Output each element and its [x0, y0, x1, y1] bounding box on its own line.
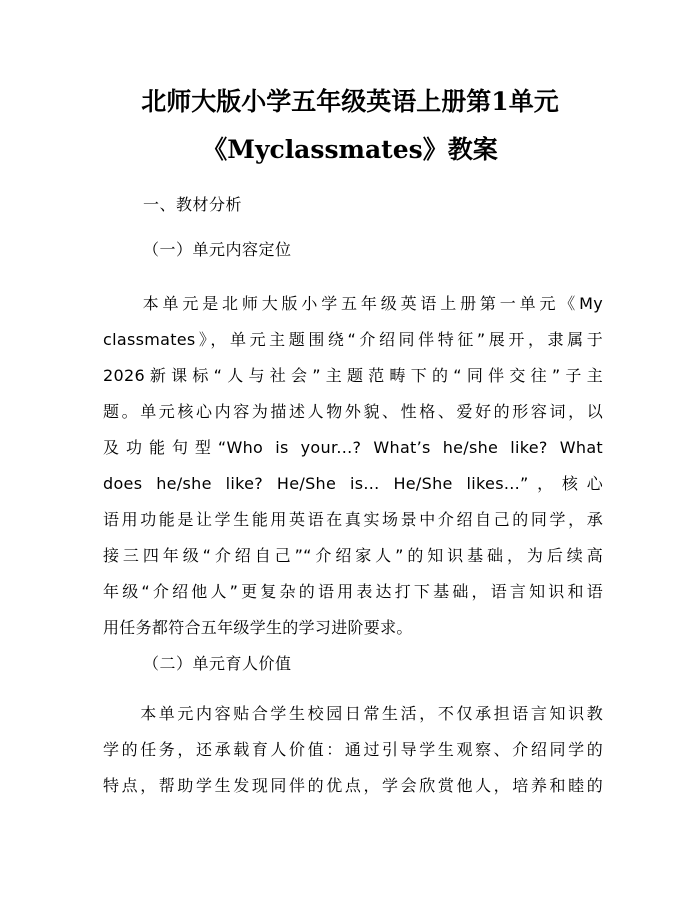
- paragraph-line: 题。单元核心内容为描述人物外貌、性格、爱好的形容词，以: [103, 402, 603, 421]
- section-heading-textbook-analysis: 一、教材分析: [143, 195, 243, 214]
- paragraph-educational-value: [103, 696, 603, 804]
- paragraph-line: 年级“介绍他人”更复杂的语用表达打下基础，语言知识和语: [103, 582, 603, 601]
- subsection-heading-unit-positioning: （一）单元内容定位: [143, 240, 292, 259]
- paragraph-line: 用任务都符合五年级学生的学习进阶要求。: [103, 618, 413, 637]
- paragraph-line: classmates》，单元主题围绕“介绍同伴特征”展开，隶属于: [103, 330, 603, 349]
- paragraph-unit-positioning: [103, 286, 603, 646]
- paragraph-line: 学的任务，还承载育人价值：通过引导学生观察、介绍同学的: [103, 740, 603, 759]
- document-title-line-2: 《Myclassmates》教案: [202, 135, 498, 164]
- paragraph-line: 特点，帮助学生发现同伴的优点，学会欣赏他人，培养和睦的: [103, 776, 603, 795]
- paragraph-line: 2026新课标“人与社会”主题范畴下的“同伴交往”子主: [103, 366, 603, 385]
- paragraph-line: 及功能句型“Who is your...? What’s he/she like? What: [103, 438, 603, 457]
- paragraph-line: 本单元是北师大版小学五年级英语上册第一单元《My: [103, 294, 603, 313]
- subsection-heading-educational-value: （二）单元育人价值: [143, 654, 292, 673]
- paragraph-line: does he/she like? He/She is... He/She likes...”，核心: [103, 474, 603, 493]
- paragraph-line: 语用功能是让学生能用英语在真实场景中介绍自己的同学，承: [103, 510, 603, 529]
- document-title-line-1: 北师大版小学五年级英语上册第1单元: [141, 87, 559, 116]
- paragraph-line: 本单元内容贴合学生校园日常生活，不仅承担语言知识教: [103, 704, 603, 723]
- paragraph-line: 接三四年级“介绍自己”“介绍家人”的知识基础，为后续高: [103, 546, 603, 565]
